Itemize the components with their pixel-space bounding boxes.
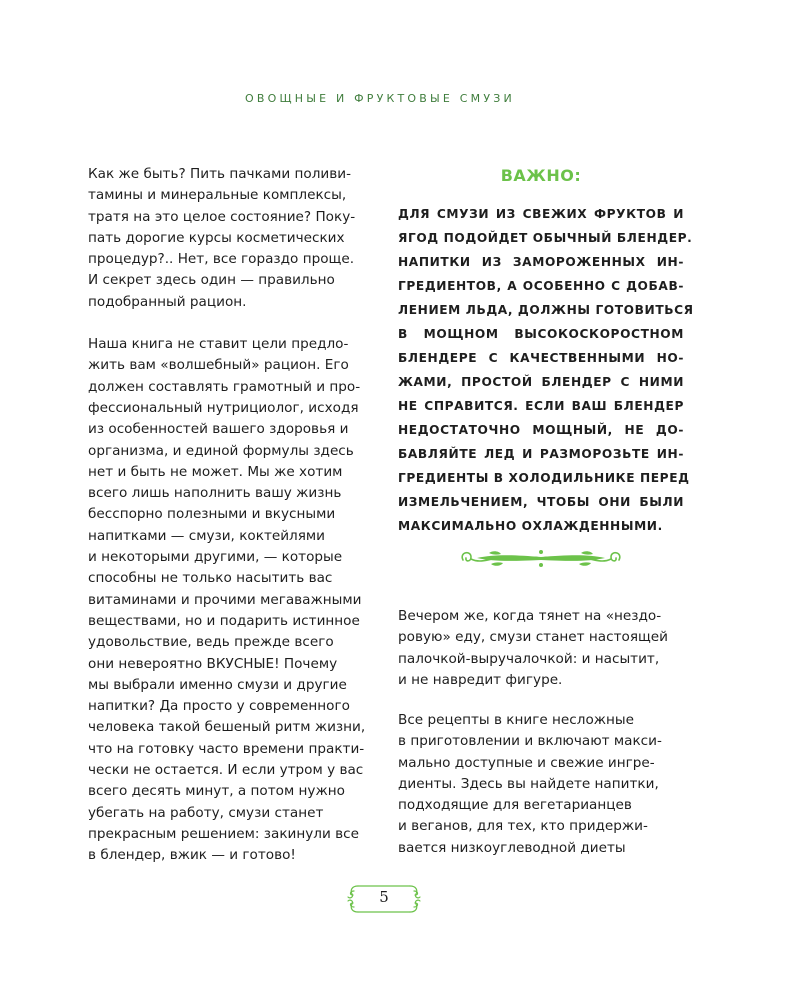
text-line: всего десять минут, а потом нужно [88,783,345,800]
important-title: ВАЖНО: [500,166,582,185]
text-line: напитки? Да просто у современного [88,698,350,715]
text-line: БАВЛЯЙТЕ ЛЕД И РАЗМОРОЗЬТЕ ИН- [398,447,684,461]
text-line: веществами, но и подарить истинное [88,612,360,629]
text-line: прекрасным решением: закинули все [88,825,359,842]
text-line: тамины и минеральные комплексы, [88,187,347,204]
running-header: ОВОЩНЫЕ И ФРУКТОВЫЕ СМУЗИ [245,92,515,105]
text-line: БЛЕНДЕРЕ С КАЧЕСТВЕННЫМИ НО- [398,351,684,365]
text-line: жить вам «волшебный» рацион. Его [88,357,349,374]
text-line: организма, и единой формулы здесь [88,442,354,459]
text-line: Все рецепты в книге несложные [398,712,635,728]
text-line: ЛЕНИЕМ ЛЬДА, ДОЛЖНЫ ГОТОВИТЬСЯ [398,303,694,317]
text-line: ЖАМИ, ПРОСТОЙ БЛЕНДЕР С НИМИ [398,375,684,389]
text-line: и некоторыми другими, — которые [88,549,343,566]
text-line: палочкой-выручалочкой: и насытит, [398,650,660,667]
important-text [398,202,694,538]
text-line: фессиональный нутрициолог, исходя [88,399,359,416]
text-line: напитками — смузи, коктейлями [88,527,326,544]
text-line: тратя на это целое состояние? Поку- [88,208,356,225]
text-line: НАПИТКИ ИЗ ЗАМОРОЖЕННЫХ ИН- [398,255,684,269]
left-column [88,164,370,867]
text-line: нет и быть не может. Мы же хотим [88,463,343,480]
text-line: ИЗМЕЛЬЧЕНИЕМ, ЧТОБЫ ОНИ БЫЛИ [398,495,684,509]
page-number-frame [344,882,424,916]
text-line: что на готовку часто времени практи- [88,740,365,757]
text-line: убегать на работу, смузи станет [88,804,324,821]
right-paragraph-1 [398,606,688,691]
text-line: из особенностей вашего здоровья и [88,421,349,438]
right-paragraph-2 [398,710,688,859]
text-line: витаминами и прочими мегаважными [88,591,362,608]
text-line: ГРЕДИЕНТОВ, А ОСОБЕННО С ДОБАВ- [398,279,684,293]
text-line: Как же быть? Пить пачками поливи- [88,166,352,182]
text-line: чески не остается. И если утром у вас [88,762,364,779]
left-paragraph-1 [88,164,370,313]
text-line: Вечером же, когда тянет на «нездо- [398,608,662,624]
text-line: всего лишь наполнить вашу жизнь [88,485,342,502]
text-line: человека такой бешеный ритм жизни, [88,719,366,736]
important-box [398,164,694,538]
text-line: И секрет здесь один — правильно [88,272,335,289]
text-line: ЯГОД ПОДОЙДЕТ ОБЫЧНЫЙ БЛЕНДЕР. [398,231,693,245]
text-line: в блендер, вжик — и готово! [88,847,296,864]
text-line: вается низкоуглеводной диеты [398,839,626,856]
text-line: ровую» еду, смузи станет настоящей [398,629,669,646]
text-line: мально доступные и свежие ингре- [398,754,655,771]
text-line: бесспорно полезными и вкусными [88,506,336,523]
text-line: должен составлять грамотный и про- [88,378,361,395]
text-line: процедур?.. Нет, все гораздо проще. [88,251,355,268]
text-line: способны не только насытить вас [88,570,333,587]
text-line: МАКСИМАЛЬНО ОХЛАЖДЕННЫМИ. [398,519,663,533]
text-line: ГРЕДИЕНТЫ В ХОЛОДИЛЬНИКЕ ПЕРЕД [398,471,690,485]
text-line: диенты. Здесь вы найдете напитки, [398,775,659,792]
paragraph-gap [88,313,370,334]
page-number: 5 [379,888,389,906]
text-line: подходящие для вегетарианцев [398,797,632,814]
text-line: мы выбрали именно смузи и другие [88,676,347,693]
text-line: пать дорогие курсы косметических [88,229,345,246]
text-line: и веганов, для тех, кто придержи- [398,818,648,835]
left-paragraph-2 [88,334,370,866]
text-line: НЕДОСТАТОЧНО МОЩНЫЙ, НЕ ДО- [398,423,684,437]
text-line: В МОЩНОМ ВЫСОКОСКОРОСТНОМ [398,327,684,341]
text-line: НЕ СПРАВИТСЯ. ЕСЛИ ВАШ БЛЕНДЕР [398,399,684,413]
ornament-divider-icon [455,546,627,572]
text-line: подобранный рацион. [88,293,247,310]
text-line: Наша книга не ставит цели предло- [88,336,349,353]
text-line: в приготовлении и включают макси- [398,733,662,750]
text-line: ДЛЯ СМУЗИ ИЗ СВЕЖИХ ФРУКТОВ И [398,207,684,221]
text-line: они невероятно ВКУСНЫЕ! Почему [88,655,338,672]
text-line: удовольствие, ведь прежде всего [88,634,334,651]
text-line: и не навредит фигуре. [398,671,563,688]
